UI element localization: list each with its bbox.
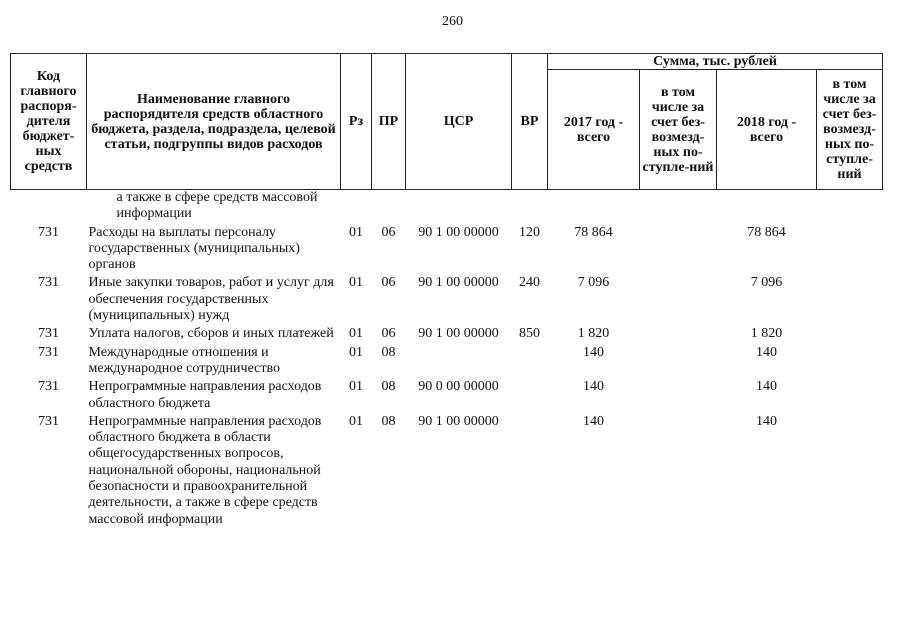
cell-pr: 06 — [381, 326, 396, 342]
cell-rz: 01 — [349, 326, 363, 342]
cell-total-2018: 1 820 — [750, 326, 783, 342]
cell-code: 731 — [38, 326, 59, 342]
cell-pr: 08 — [381, 413, 396, 429]
cell-name: Уплата налогов, сборов и иных платежей — [88, 326, 334, 342]
cell-incl-2017 — [640, 275, 717, 324]
cell-total-2018: 78 864 — [747, 224, 786, 240]
cell-code: 731 — [38, 413, 59, 429]
header-incl-2017: в том числе за счет без-возмезд-ных по-ступле-ний — [640, 70, 717, 190]
cell-csr: 90 1 00 00000 — [418, 224, 499, 240]
header-csr: ЦСР — [406, 54, 512, 190]
cell-csr: 90 1 00 00000 — [418, 275, 499, 291]
cell-code: 731 — [38, 224, 59, 240]
budget-table — [10, 53, 883, 528]
cell-incl-2018 — [817, 275, 883, 324]
cell-total-2017: 140 — [583, 344, 604, 360]
cell-name: Непрограммные направления расходов областного бюджета в области общегосударственных вопросов, национальной обороны, национальной безопасности и правоохранительной деятельности, а также в сфере средств массовой информации — [88, 413, 322, 527]
cell-rz: 01 — [349, 379, 363, 395]
cell-incl-2018 — [817, 379, 883, 412]
cell-rz: 01 — [349, 275, 363, 291]
cell-incl-2017 — [640, 326, 717, 342]
cell-csr — [406, 345, 512, 378]
cell-incl-2017 — [640, 190, 717, 223]
cell-total-2017: 7 096 — [577, 275, 610, 291]
header-total-2017: 2017 год - всего — [548, 70, 640, 190]
cell-incl-2017 — [640, 345, 717, 378]
header-code: Код главного распоря-дителя бюджет-ных средств — [11, 54, 87, 190]
header-vr: ВР — [512, 54, 548, 190]
header-name: Наименование главного распорядителя средств областного бюджета, раздела, подраздела, целевой статьи, подгруппы видов расходов — [87, 54, 341, 190]
cell-name: Непрограммные направления расходов областного бюджета — [88, 379, 322, 411]
cell-code — [11, 190, 87, 223]
header-total-2018: 2018 год - всего — [717, 70, 817, 190]
cell-incl-2017 — [640, 414, 717, 528]
table-row — [11, 345, 883, 378]
cell-csr: 90 0 00 00000 — [418, 379, 499, 395]
cell-csr: 90 1 00 00000 — [418, 326, 499, 342]
table-row — [11, 414, 883, 528]
table-body — [11, 190, 883, 528]
cell-pr: 06 — [381, 224, 396, 240]
cell-total-2017: 1 820 — [577, 326, 610, 342]
cell-csr — [406, 190, 512, 223]
cell-code: 731 — [38, 379, 59, 395]
cell-incl-2018 — [817, 414, 883, 528]
table-row — [11, 190, 883, 223]
header-sum-group: Сумма, тыс. рублей — [548, 54, 883, 70]
cell-incl-2017 — [640, 379, 717, 412]
cell-incl-2018 — [817, 345, 883, 378]
cell-rz: 01 — [349, 344, 363, 360]
cell-csr: 90 1 00 00000 — [418, 413, 499, 429]
cell-code: 731 — [38, 344, 59, 360]
cell-name: Расходы на выплаты персоналу государственных (муниципальных) органов — [88, 224, 300, 273]
cell-total-2018: 140 — [756, 344, 777, 360]
cell-total-2018: 7 096 — [750, 275, 783, 291]
header-rz: Рз — [341, 54, 372, 190]
cell-pr — [372, 190, 406, 223]
cell-vr: 850 — [519, 326, 540, 342]
cell-total-2018 — [717, 190, 817, 223]
table-row — [11, 326, 883, 342]
cell-vr — [512, 414, 548, 528]
cell-vr — [512, 379, 548, 412]
cell-vr — [512, 190, 548, 223]
cell-vr: 120 — [519, 224, 540, 240]
cell-total-2017: 78 864 — [574, 224, 613, 240]
cell-incl-2017 — [640, 225, 717, 274]
cell-vr: 240 — [519, 275, 540, 291]
table-row — [11, 275, 883, 324]
cell-incl-2018 — [817, 190, 883, 223]
cell-name: а также в сфере средств массовой информации — [116, 190, 318, 222]
cell-code: 731 — [38, 275, 59, 291]
cell-name: Иные закупки товаров, работ и услуг для обеспечения государственных (муниципальных) нужд — [88, 275, 334, 324]
table-header — [11, 54, 883, 190]
cell-total-2018: 140 — [756, 413, 777, 429]
table-row — [11, 379, 883, 412]
header-incl-2018: в том числе за счет без-возмезд-ных по-ступле-ний — [817, 70, 883, 190]
page-number: 260 — [442, 14, 463, 29]
cell-pr: 06 — [381, 275, 396, 291]
header-pr: ПР — [372, 54, 406, 190]
cell-total-2017: 140 — [583, 379, 604, 395]
cell-total-2018: 140 — [756, 379, 777, 395]
cell-vr — [512, 345, 548, 378]
cell-pr: 08 — [381, 344, 396, 360]
cell-incl-2018 — [817, 225, 883, 274]
cell-name: Международные отношения и международное сотрудничество — [88, 344, 280, 376]
cell-total-2017: 140 — [583, 413, 604, 429]
cell-pr: 08 — [381, 379, 396, 395]
table-row — [11, 225, 883, 274]
cell-rz — [341, 190, 372, 223]
cell-rz: 01 — [349, 413, 363, 429]
cell-incl-2018 — [817, 326, 883, 342]
cell-total-2017 — [548, 190, 640, 223]
cell-rz: 01 — [349, 224, 363, 240]
